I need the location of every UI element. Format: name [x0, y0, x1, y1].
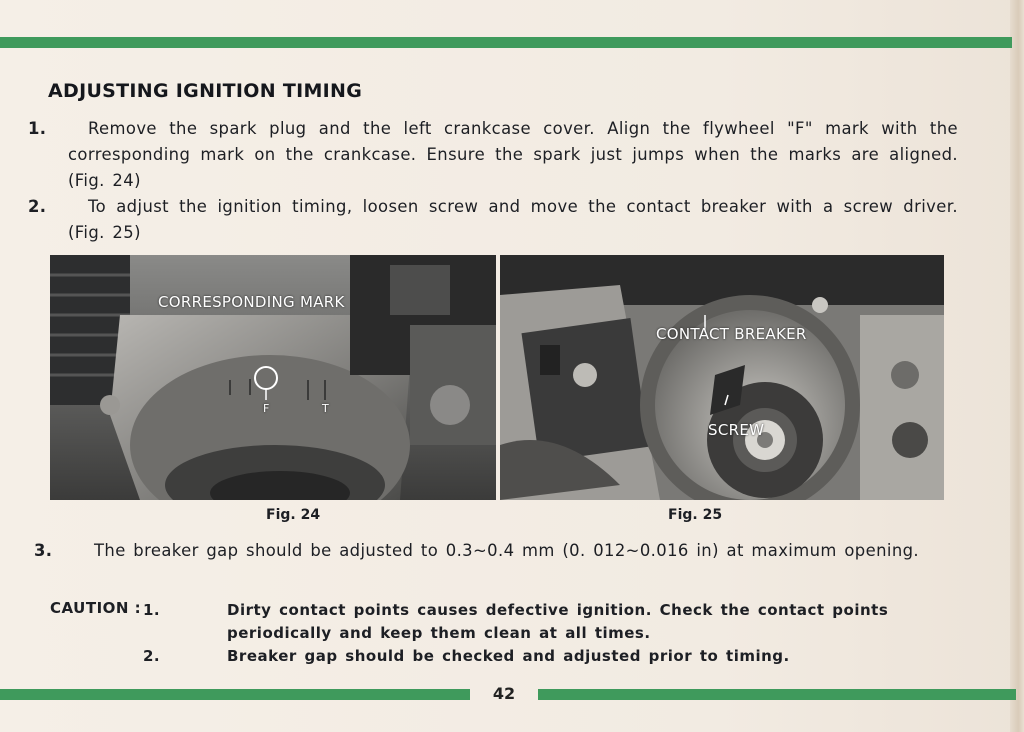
corresponding-mark-callout: CORRESPONDING MARK	[158, 293, 345, 311]
step-1-text: Remove the spark plug and the left crankcase cover. Align the flywheel "F" mark with the corresponding mark on the crankcase. Ensure the spark just jumps when the marks are aligned. (Fig. 24)	[68, 119, 958, 190]
step-3-text: The breaker gap should be adjusted to 0.3~0.4 mm (0. 012~0.016 in) at maximum opening.	[94, 541, 920, 560]
contact-breaker-callout: CONTACT BREAKER	[656, 325, 807, 343]
caution-item-2	[143, 645, 983, 668]
step-3-number: 3.	[34, 541, 53, 560]
step-3	[34, 538, 962, 564]
step-2-number: 2.	[28, 197, 47, 216]
step-2	[28, 194, 958, 246]
top-green-stripe	[0, 37, 1012, 48]
contact-breaker-photo	[500, 255, 944, 500]
fig-24-caption: Fig. 24	[266, 507, 321, 523]
step-2-text: To adjust the ignition timing, loosen screw and move the contact breaker with a screw driver. (Fig. 25)	[68, 197, 958, 242]
page-number: 42	[492, 684, 516, 703]
crankcase-photo	[50, 255, 496, 500]
page-binding	[1010, 0, 1024, 732]
figure-25-photo	[500, 255, 944, 500]
caution-item-1-number: 1.	[143, 601, 161, 619]
caution-item-1-text: Dirty contact points causes defective ignition. Check the contact points periodically and keep them clean at all times.	[227, 601, 889, 642]
caution-label: CAUTION :	[50, 599, 142, 617]
t-mark-label: T	[322, 402, 330, 415]
f-mark-label: F	[263, 402, 270, 415]
page-title: ADJUSTING IGNITION TIMING	[48, 80, 363, 102]
caution-item-1	[143, 599, 983, 645]
step-1	[28, 116, 958, 194]
figure-24-photo	[50, 255, 496, 500]
screw-callout: SCREW	[708, 421, 765, 439]
bottom-green-stripe-left	[0, 689, 470, 700]
bottom-green-stripe-right	[538, 689, 1016, 700]
caution-item-2-text: Breaker gap should be checked and adjusted prior to timing.	[227, 647, 790, 665]
fig-25-caption: Fig. 25	[668, 507, 723, 523]
step-1-number: 1.	[28, 119, 47, 138]
caution-item-2-number: 2.	[143, 647, 161, 665]
